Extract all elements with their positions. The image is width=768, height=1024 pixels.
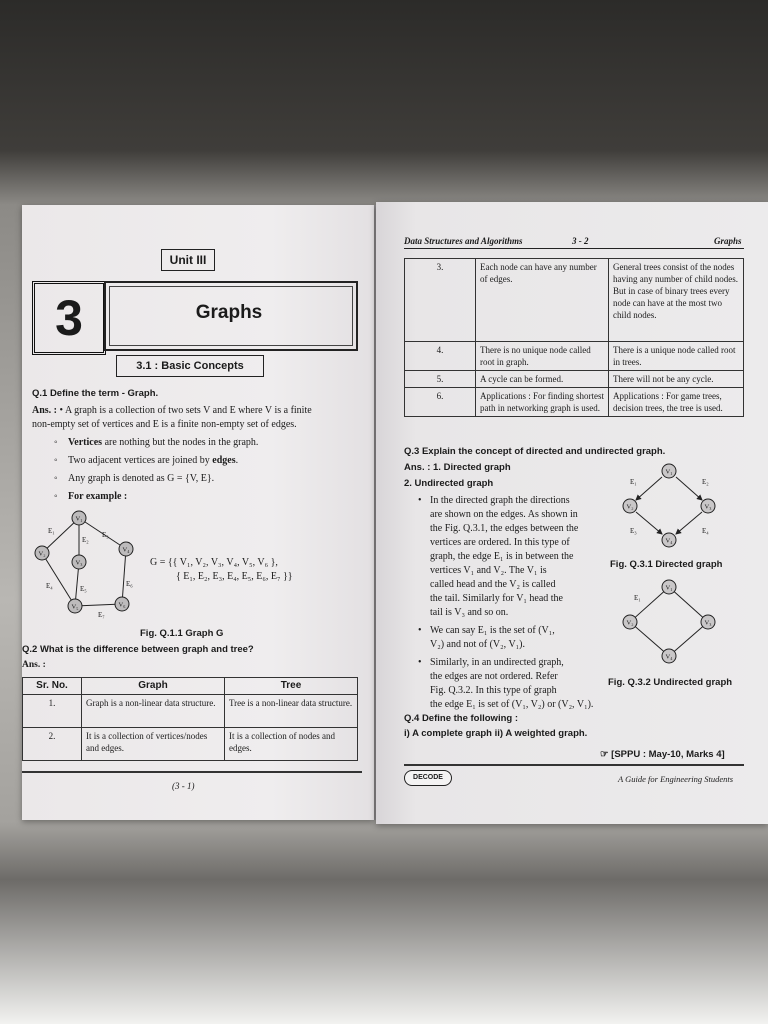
graph-g-edge-line bbox=[42, 553, 75, 606]
graph-g-vertex-label: V₅ bbox=[71, 603, 79, 611]
q1-question: Q.1 Define the term - Graph. bbox=[32, 388, 159, 399]
q1-answer bbox=[32, 404, 312, 418]
graph-tree-table bbox=[22, 677, 358, 761]
graph-g-figure bbox=[30, 505, 150, 625]
q2-answer-label: Ans. : bbox=[22, 660, 46, 670]
q4-parts: i) A complete graph ii) A weighted graph. bbox=[404, 728, 588, 739]
table-cell: 4. bbox=[405, 342, 476, 371]
q3-para3: • Similarly, in an undirected graph, the edges are not ordered. Refer Fig. Q.3.2. In this type of graph the edge E₁ is set of (V₁, V₂) or (V₂, V₁). bbox=[418, 656, 648, 712]
table-header: Sr. No. bbox=[23, 678, 82, 695]
graph-g-edge-line bbox=[122, 549, 126, 604]
q1-answer-line1: • A graph is a collection of two sets V and E where V is a finite bbox=[59, 405, 312, 416]
graph-g-caption: Fig. Q.1.1 Graph G bbox=[140, 628, 224, 639]
running-header-page: 3 - 2 bbox=[572, 236, 589, 246]
graph-tree-table-continued bbox=[404, 258, 744, 417]
directed-graph-svg bbox=[616, 460, 726, 550]
directed-graph-caption: Fig. Q.3.1 Directed graph bbox=[610, 559, 723, 570]
graph-g-svg bbox=[30, 505, 150, 625]
table-row bbox=[23, 695, 358, 728]
directed-edge-line bbox=[636, 512, 662, 534]
q2-question: Q.2 What is the difference between graph and tree? bbox=[22, 644, 254, 655]
graph-g-edge-label: E₁ bbox=[48, 527, 55, 535]
footer-tagline: A Guide for Engineering Students bbox=[618, 774, 734, 784]
directed-vertex-label: V₁ bbox=[665, 468, 673, 476]
undirected-graph-caption: Fig. Q.3.2 Undirected graph bbox=[608, 677, 733, 688]
directed-edge-line bbox=[636, 477, 662, 500]
table-header: Tree bbox=[225, 678, 358, 695]
running-header-chapter: Graphs bbox=[714, 236, 742, 246]
chapter-number: 3 bbox=[32, 281, 106, 355]
directed-edge-label: E₂ bbox=[702, 478, 709, 486]
graph-g-edge-label: E₂ bbox=[82, 536, 89, 544]
table-header: Graph bbox=[82, 678, 225, 695]
table-cell: There is a unique node called root in trees. bbox=[609, 342, 744, 371]
directed-graph-figure bbox=[616, 460, 726, 550]
directed-edge-label: E₄ bbox=[702, 527, 709, 535]
directed-edge-label: E₁ bbox=[630, 478, 637, 486]
graph-g-vertex-label: V₆ bbox=[118, 601, 126, 609]
directed-edge-label: E₃ bbox=[630, 527, 637, 535]
table-cell: Each node can have any number of edges. bbox=[476, 259, 609, 342]
header-rule bbox=[404, 248, 744, 249]
q3-question: Q.3 Explain the concept of directed and undirected graph. bbox=[404, 446, 666, 457]
table-cell: 2. bbox=[23, 728, 82, 761]
directed-vertex-label: V₄ bbox=[665, 537, 673, 545]
q1-point-3: ◦ Any graph is denoted as G = {V, E}. bbox=[68, 472, 214, 486]
running-header-title: Data Structures and Algorithms bbox=[404, 236, 523, 246]
graph-formula-line2: { E₁, E₂, E₃, E₄, E₅, E₆, E₇ }} bbox=[176, 571, 293, 582]
q4-question: Q.4 Define the following : bbox=[404, 713, 518, 724]
table-cell: It is a collection of vertices/nodes and edges. bbox=[82, 728, 225, 761]
footer-rule bbox=[22, 771, 362, 773]
directed-edge-line bbox=[676, 512, 702, 534]
graph-g-edge-label: E₇ bbox=[98, 611, 105, 619]
directed-vertex-label: V₂ bbox=[626, 503, 634, 511]
graph-g-vertex-label: V₂ bbox=[38, 550, 46, 558]
directed-edge-line bbox=[676, 477, 702, 500]
table-cell: There is no unique node called root in graph. bbox=[476, 342, 609, 371]
table-cell: There will not be any cycle. bbox=[609, 371, 744, 388]
q3-answer-label: Ans. : 1. Directed graph bbox=[404, 462, 511, 473]
table-row bbox=[405, 259, 744, 342]
undirected-vertex-label: V₃ bbox=[704, 619, 712, 627]
footer-rule bbox=[404, 764, 744, 766]
table-row bbox=[23, 728, 358, 761]
graph-g-vertex-label: V₃ bbox=[75, 559, 83, 567]
q1-answer-line2: non-empty set of vertices and E is a finite non-empty set of edges. bbox=[32, 419, 297, 430]
q1-point-1: ◦ Vertices are nothing but the nodes in the graph. bbox=[68, 436, 258, 450]
q1-point-2: ◦ Two adjacent vertices are joined by edges. bbox=[68, 454, 238, 468]
table-row bbox=[405, 342, 744, 371]
directed-vertex-label: V₃ bbox=[704, 503, 712, 511]
table-row bbox=[405, 371, 744, 388]
q3-para1: • In the directed graph the directions are shown on the edges. As shown in the Fig. Q.3.1, the edges between the vertices are ordered. In this type of graph, the edge E₁ is in between the vertices V₁ and V₂. The V₁ is called head and the V₂ is called the tail. Similarly for V₁ head the tail is V₃ and so on. bbox=[418, 494, 598, 620]
table-cell: Applications : For finding shortest path in networking graph is used. bbox=[476, 388, 609, 417]
chapter-title: Graphs bbox=[195, 302, 263, 323]
table-row bbox=[405, 388, 744, 417]
right-page bbox=[376, 202, 768, 824]
undirected-graph-figure bbox=[616, 576, 726, 666]
undirected-edge-line bbox=[630, 587, 669, 622]
graph-formula-line1: G = {{ V₁, V₂, V₃, V₄, V₅, V₆ }, bbox=[150, 557, 278, 568]
q1-answer-label: Ans. : bbox=[32, 405, 58, 416]
table-cell: 5. bbox=[405, 371, 476, 388]
table-cell: It is a collection of nodes and edges. bbox=[225, 728, 358, 761]
q3-item2: 2. Undirected graph bbox=[404, 478, 494, 489]
table-cell: Tree is a non-linear data structure. bbox=[225, 695, 358, 728]
undirected-vertex-label: V₄ bbox=[665, 653, 673, 661]
section-heading: 3.1 : Basic Concepts bbox=[116, 355, 264, 377]
undirected-edge-line bbox=[669, 587, 708, 622]
exam-reference: ☞ [SPPU : May-10, Marks 4] bbox=[600, 749, 725, 760]
undirected-vertex-label: V₂ bbox=[626, 619, 634, 627]
table-cell: Graph is a non-linear data structure. bbox=[82, 695, 225, 728]
graph-g-edge-label: E₄ bbox=[46, 582, 53, 590]
graph-g-edge-label: E₅ bbox=[80, 585, 87, 593]
table-cell: General trees consist of the nodes having any number of child nodes. But in case of binary trees every node can have at the most two child nodes. bbox=[609, 259, 744, 342]
q1-point-4: ◦ For example : bbox=[68, 490, 127, 504]
graph-g-edge-label: E₃ bbox=[102, 531, 109, 539]
undirected-edge-line bbox=[669, 622, 708, 656]
table-cell: Applications : For game trees, decision trees, the tree is used. bbox=[609, 388, 744, 417]
table-header-row bbox=[23, 678, 358, 695]
q3-para2: • We can say E₁ is the set of (V₁, V₂) and not of (V₂, V₁). bbox=[418, 624, 598, 652]
left-page bbox=[22, 205, 374, 820]
table-cell: 6. bbox=[405, 388, 476, 417]
publisher-logo: DECODE bbox=[404, 770, 452, 786]
table-cell: 3. bbox=[405, 259, 476, 342]
graph-g-edge-label: E₆ bbox=[126, 580, 133, 588]
graph-g-vertex-label: V₄ bbox=[122, 546, 130, 554]
undirected-vertex-label: V₁ bbox=[665, 584, 673, 592]
graph-g-edge-line bbox=[42, 518, 79, 553]
page-number: (3 - 1) bbox=[172, 781, 195, 791]
undirected-edge-line bbox=[630, 622, 669, 656]
table-cell: 1. bbox=[23, 695, 82, 728]
undirected-edge-label: E₁ bbox=[634, 594, 641, 602]
unit-label: Unit III bbox=[161, 249, 215, 271]
graph-g-vertex-label: V₁ bbox=[75, 515, 83, 523]
undirected-graph-svg bbox=[616, 576, 726, 666]
table-cell: A cycle can be formed. bbox=[476, 371, 609, 388]
